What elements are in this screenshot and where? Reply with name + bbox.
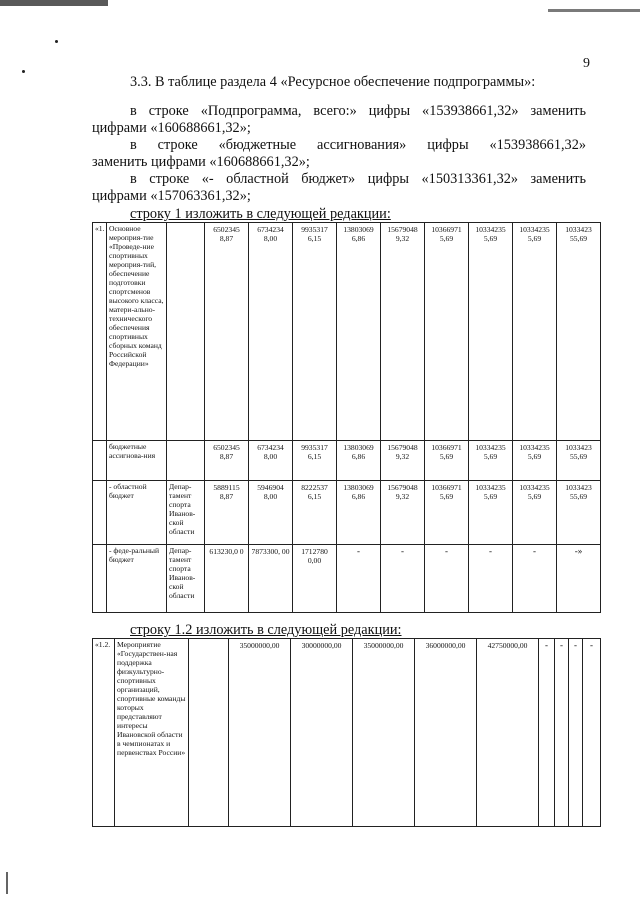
value-cell: - (425, 545, 469, 613)
row-number (93, 441, 107, 481)
value-cell: 6734234 8,00 (249, 441, 293, 481)
value-cell: 42750000,00 (477, 639, 539, 827)
value-cell: 15679048 9,32 (381, 441, 425, 481)
value-cell: 15679048 9,32 (381, 481, 425, 545)
value-cell: 1033423 55,69 (557, 223, 601, 441)
paragraph-budget-line1: в строке «бюджетные ассигнования» цифры «153938661,32» (130, 137, 586, 153)
table-row-1 (92, 222, 601, 613)
heading-row-1: строку 1 изложить в следующей редакции: (130, 206, 391, 222)
paragraph-regional-line2: цифрами «157063361,32»; (92, 188, 251, 204)
row-name: бюджетные ассигнова-ния (107, 441, 167, 481)
scan-artifact-bottom-left (6, 872, 8, 894)
row-number: «1. (93, 223, 107, 441)
value-cell: 35000000,00 (229, 639, 291, 827)
scan-dot-2 (22, 70, 25, 73)
value-cell: 35000000,00 (353, 639, 415, 827)
value-cell: - (555, 639, 569, 827)
value-cell: 7873300, 00 (249, 545, 293, 613)
paragraph-3-3: 3.3. В таблице раздела 4 «Ресурсное обеспечение подпрограммы»: (130, 74, 536, 90)
heading-row-1-2: строку 1.2 изложить в следующей редакции: (130, 622, 402, 638)
value-cell: 613230,0 0 (205, 545, 249, 613)
row-executor (189, 639, 229, 827)
value-cell: - (381, 545, 425, 613)
value-cell: - (569, 639, 583, 827)
value-cell: 10334235 5,69 (469, 481, 513, 545)
value-cell: 36000000,00 (415, 639, 477, 827)
value-cell: 10366971 5,69 (425, 481, 469, 545)
value-cell: 30000000,00 (291, 639, 353, 827)
value-cell: 1033423 55,69 (557, 481, 601, 545)
paragraph-regional-line1: в строке «- областной бюджет» цифры «150313361,32» заменить (130, 171, 586, 187)
value-cell: 10334235 5,69 (469, 441, 513, 481)
value-cell: 6502345 8,87 (205, 223, 249, 441)
row-name: - областной бюджет (107, 481, 167, 545)
scan-artifact-top-left (0, 0, 108, 6)
value-cell: 10334235 5,69 (513, 481, 557, 545)
table-row-1-2 (92, 638, 601, 827)
row-name: Основное мероприя-тие «Проведе-ние спортивных мероприя-тий, обеспечение подготовки спортсменов высокого класса, матери-ально-технического обеспечения спортивных сборных команд Российской Федерации» (107, 223, 167, 441)
value-cell: 8222537 6,15 (293, 481, 337, 545)
value-cell: 10366971 5,69 (425, 223, 469, 441)
value-cell: - (469, 545, 513, 613)
paragraph-budget-line2: заменить цифрами «160688661,32»; (92, 154, 310, 170)
table-row (93, 481, 601, 545)
table-row (93, 545, 601, 613)
value-cell: 1033423 55,69 (557, 441, 601, 481)
value-cell: 10334235 5,69 (513, 441, 557, 481)
value-cell: 13803069 6,86 (337, 441, 381, 481)
value-cell: -» (557, 545, 601, 613)
value-cell: 10334235 5,69 (513, 223, 557, 441)
table-row (93, 223, 601, 441)
paragraph-subprogram-line2: цифрами «160688661,32»; (92, 120, 251, 136)
value-cell: 15679048 9,32 (381, 223, 425, 441)
page-number: 9 (583, 56, 590, 71)
value-cell: - (539, 639, 555, 827)
row-name: - феде-ральный бюджет (107, 545, 167, 613)
value-cell: 5889115 8,87 (205, 481, 249, 545)
row-executor: Депар-тамент спорта Иванов-ской области (167, 545, 205, 613)
row-number: «1.2. (93, 639, 115, 827)
value-cell: 13803069 6,86 (337, 223, 381, 441)
value-cell: - (337, 545, 381, 613)
scan-artifact-top-right (548, 9, 640, 12)
row-executor (167, 223, 205, 441)
value-cell: 5946904 8,00 (249, 481, 293, 545)
value-cell: 1712780 0,00 (293, 545, 337, 613)
row-executor (167, 441, 205, 481)
table-row (93, 639, 601, 827)
value-cell: 10334235 5,69 (469, 223, 513, 441)
value-cell: 9935317 6,15 (293, 441, 337, 481)
paragraph-subprogram-line1: в строке «Подпрограмма, всего:» цифры «153938661,32» заменить (130, 103, 586, 119)
scan-dot-1 (55, 40, 58, 43)
row-executor: Депар-тамент спорта Иванов-ской области (167, 481, 205, 545)
row-number (93, 481, 107, 545)
value-cell: 13803069 6,86 (337, 481, 381, 545)
row-number (93, 545, 107, 613)
value-cell: - (583, 639, 601, 827)
value-cell: 6734234 8,00 (249, 223, 293, 441)
value-cell: 10366971 5,69 (425, 441, 469, 481)
value-cell: 6502345 8,87 (205, 441, 249, 481)
value-cell: - (513, 545, 557, 613)
table-row (93, 441, 601, 481)
value-cell: 9935317 6,15 (293, 223, 337, 441)
row-name: Мероприятие «Государствен-ная поддержка физкультурно-спортивных организаций, спортивные команды которых представляют интересы Ивановской области в чемпионатах и первенствах России» (115, 639, 189, 827)
